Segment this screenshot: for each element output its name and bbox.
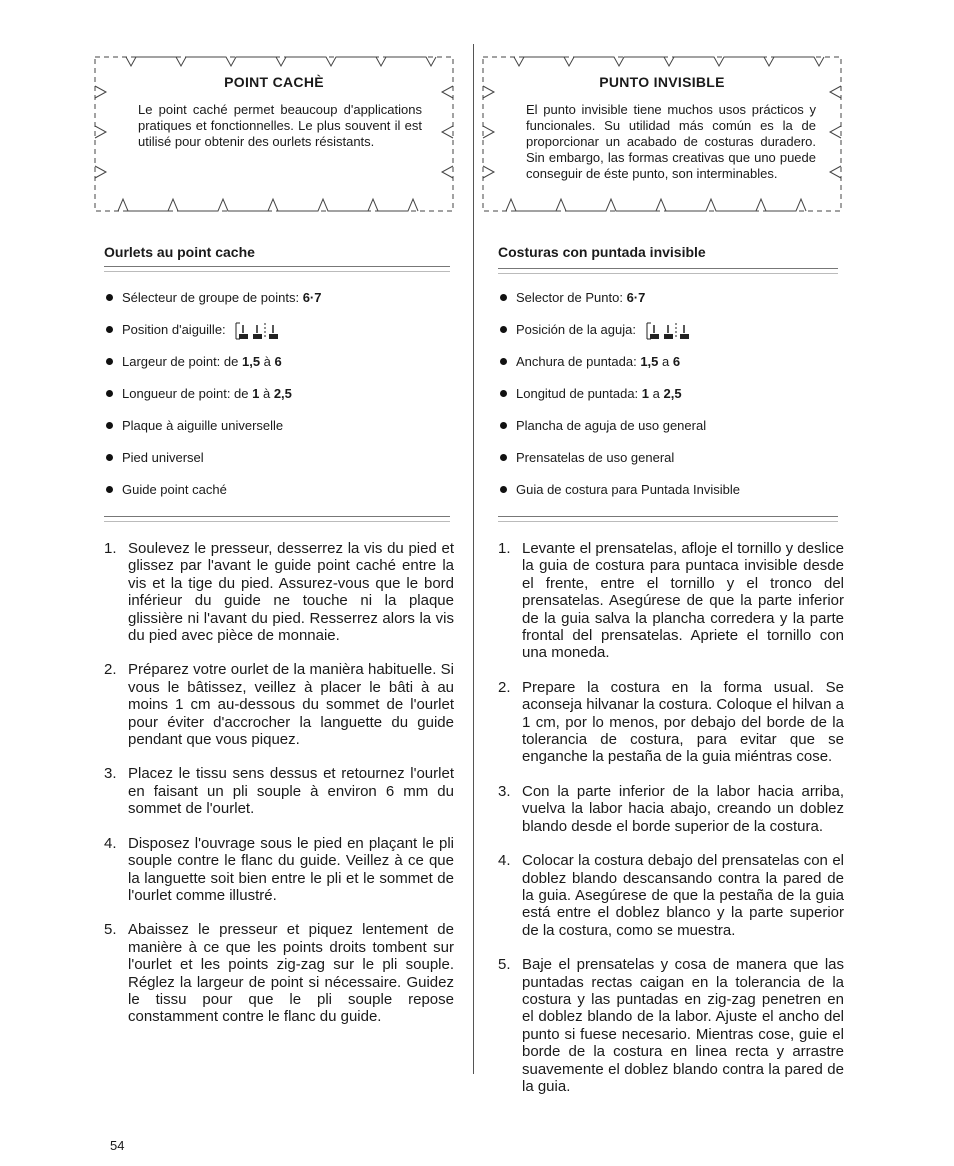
divider xyxy=(498,268,838,274)
column-divider xyxy=(473,44,474,1074)
instruction-step: 2. Préparez votre ourlet de la manièra habituelle. Si vous le bâtissez, veillez à placer le bâti à au moins 1 cm au-dessous du sommet de l'ourlet pour éviter d'accrocher la languette du guide pendant que vous piquez. xyxy=(104,661,454,749)
divider xyxy=(498,516,838,522)
settings-list xyxy=(106,282,321,506)
list-item: Anchura de puntada: 1,5 a 6 xyxy=(500,346,740,378)
settings-list xyxy=(500,282,740,506)
needle-position-icon xyxy=(235,320,279,342)
instruction-step: 3. Placez le tissu sens dessus et retournez l'ourlet en faisant un pli souple à environ 6 mm du sommet de l'ourlet. xyxy=(104,765,454,818)
instruction-step: 4. Colocar la costura debajo del prensatelas con el doblez blando descansando contra la pared de la guia. Asegúrese de que la pestaña de la guia está entre el doblez blanco y la parte superior de la costura, como se muestra. xyxy=(498,852,844,939)
list-item: Posición de la aguja: xyxy=(500,314,740,346)
list-item: Position d'aiguille: xyxy=(106,314,321,346)
list-item: Guide point caché xyxy=(106,474,321,506)
list-item: Longitud de puntada: 1 a 2,5 xyxy=(500,378,740,410)
box-text: Le point caché permet beaucoup d'applications pratiques et fonctionnelles. Le plus souvent il est utilisé pour obtenir des ourlets résistants. xyxy=(138,102,422,149)
box-title: PUNTO INVISIBLE xyxy=(599,74,725,90)
instruction-step: 5. Abaissez le presseur et piquez lentement de manière à ce que les points droits tombent sur l'ourlet et les points zig-zag sur le pli souple. Réglez la largeur de point si nécessaire. Guidez le tissu pour que le pli souple repose constamment contre le flanc du guide. xyxy=(104,921,454,1026)
intro-box xyxy=(482,56,842,212)
list-item: Plaque à aiguille universelle xyxy=(106,410,321,442)
list-item: Sélecteur de groupe de points: 6·7 xyxy=(106,282,321,314)
list-item: Prensatelas de uso general xyxy=(500,442,740,474)
divider xyxy=(104,516,450,522)
instruction-step: 4. Disposez l'ouvrage sous le pied en plaçant le pli souple contre le flanc du guide. Veillez à ce que la languette soit bien entre le pli et le sommet de l'ourlet comme illustré. xyxy=(104,834,454,904)
instructions-list xyxy=(498,540,844,1112)
list-item: Longueur de point: de 1 à 2,5 xyxy=(106,378,321,410)
instruction-step: 2. Prepare la costura en la forma usual. Se aconseja hilvanar la costura. Coloque el hilvan a 1 cm, por lo menos, por debajo del borde de la tolerancia de costura, para evitar que se enganche la pestaña de la guia miéntras cose. xyxy=(498,678,844,766)
list-item: Pied universel xyxy=(106,442,321,474)
instruction-step: 3. Con la parte inferior de la labor hacia arriba, vuelva la labor hacia abajo, creando un doblez blando desde el borde superior de la costura. xyxy=(498,782,844,835)
box-title: POINT CACHÈ xyxy=(224,74,324,90)
list-item: Plancha de aguja de uso general xyxy=(500,410,740,442)
section-title: Ourlets au point cache xyxy=(104,244,255,260)
instruction-step: 5. Baje el prensatelas y cosa de manera que las puntadas rectas caigan en la tolerancia de la costura y las puntadas en zig-zag penetren en el doblez blando de la labor. Ajuste el ancho del punto si fuese necesario. Mientras cose, guie el borde de la costura en linea recta y arrastre suavemente el doblez blando contra la pared de la guia. xyxy=(498,956,844,1095)
box-text: El punto invisible tiene muchos usos prácticos y funcionales. Su utilidad más común es la de proporcionar un acabado de costuras duradero. Sin embargo, las formas creativas que uno puede conseguir de éste punto, son interminables. xyxy=(526,102,816,181)
list-item: Largeur de point: de 1,5 à 6 xyxy=(106,346,321,378)
instruction-step: 1. Soulevez le presseur, desserrez la vis du pied et glissez par l'avant le guide point caché entre la vis et la tige du pied. Assurez-vous que le bord inférieur du guide ne touche ni la plaque glissière ni l'avant du pied. Resserrez alors la vis du pied avec pièce de monnaie. xyxy=(104,540,454,645)
section-title: Costuras con puntada invisible xyxy=(498,244,706,260)
divider xyxy=(104,266,450,272)
list-item: Selector de Punto: 6·7 xyxy=(500,282,740,314)
needle-position-icon xyxy=(646,320,690,342)
page-number: 54 xyxy=(110,1138,125,1153)
instructions-list xyxy=(104,540,454,1043)
instruction-step: 1. Levante el prensatelas, afloje el tornillo y deslice la guia de costura para puntaca invisible desde el frente, entre el tornillo y el tronco del prensatelas. Asegúrese de que la parte inferior de la guia salva la plancha corredera y la parte frontal del prensatelas. Apriete el tornillo con una moneda. xyxy=(498,540,844,662)
intro-box xyxy=(94,56,454,212)
list-item: Guia de costura para Puntada Invisible xyxy=(500,474,740,506)
